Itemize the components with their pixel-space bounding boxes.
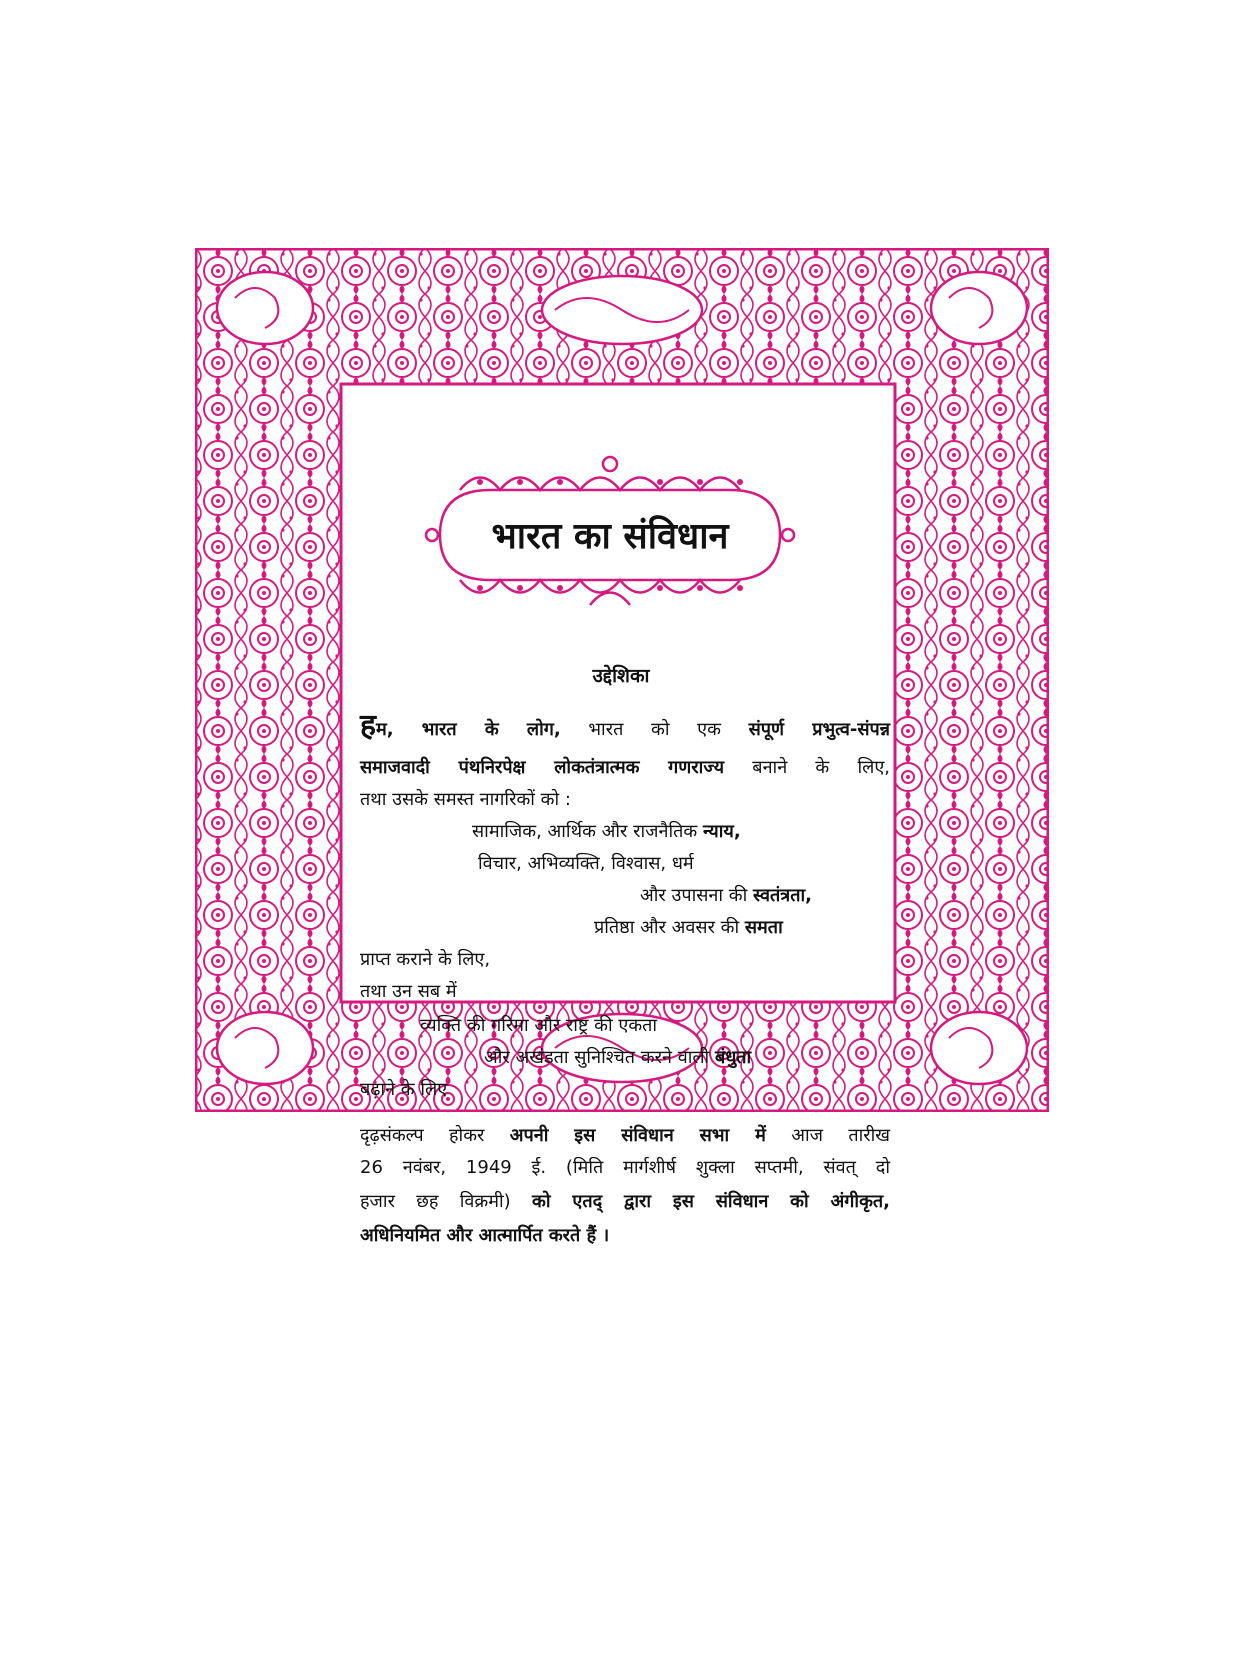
text-segment: और अखंडता सुनिश्चित करने वाली	[484, 1047, 715, 1068]
preamble-line-15	[360, 1190, 890, 1214]
text-segment: म, भारत के लोग,	[375, 719, 561, 740]
page-title: भारत का संविधान	[491, 516, 729, 557]
text-segment: बंधुता	[714, 1047, 752, 1068]
preamble-line-14: 26 नवंबर, 1949 ई. (मिति मार्गशीर्ष शुक्ला सप्तमी, संवत् दो	[360, 1157, 890, 1178]
text-segment: दृढ़संकल्प होकर	[360, 1125, 510, 1146]
preamble-line-11	[484, 1046, 751, 1070]
text-segment: संपूर्ण प्रभुत्व-संपन्न	[748, 719, 890, 740]
text-segment: हजार छह विक्रमी)	[360, 1191, 533, 1212]
text-segment: बनाने के लिए,	[724, 757, 890, 778]
preamble-line-16: अधिनियमित और आत्मार्पित करते हैं ।	[360, 1225, 610, 1246]
preamble-line-9: तथा उन सब में	[360, 981, 457, 1002]
preamble-line-12: बढ़ाने के लिए	[360, 1079, 448, 1100]
dropcap: ह	[360, 708, 376, 743]
preamble-line-10: व्यक्ति की गरिमा और राष्ट्र की एकता	[420, 1015, 658, 1036]
preamble-line-2	[360, 756, 890, 780]
text-segment: न्याय,	[702, 821, 741, 842]
preamble-line-8: प्राप्त कराने के लिए,	[360, 949, 491, 970]
preamble-line-13	[360, 1124, 890, 1148]
text-segment: समाजवादी पंथनिरपेक्ष लोकतंत्रात्मक गणराज्य	[360, 757, 725, 778]
text-segment: भारत को एक	[560, 719, 749, 740]
text-segment: और उपासना की	[640, 885, 753, 906]
preamble-line-1	[360, 708, 890, 743]
preamble-line-5: विचार, अभिव्यक्ति, विश्वास, धर्म	[478, 853, 694, 874]
text-segment: को एतद् द्वारा इस संविधान को अंगीकृत,	[532, 1191, 890, 1212]
text-segment: समता	[744, 917, 783, 938]
text-segment: स्वतंत्रता,	[753, 885, 812, 906]
preamble-line-3: तथा उसके समस्त नागरिकों को :	[360, 789, 571, 810]
text-segment: सामाजिक, आर्थिक और राजनैतिक	[472, 821, 703, 842]
text-segment: आज तारीख	[765, 1125, 890, 1146]
preamble-heading: उद्देशिका	[592, 665, 650, 687]
preamble-line-6	[640, 884, 812, 908]
text-segment: अपनी इस संविधान सभा में	[509, 1125, 766, 1146]
preamble-line-7	[594, 916, 783, 940]
text-segment: प्रतिष्ठा और अवसर की	[594, 917, 745, 938]
preamble-line-4	[472, 820, 741, 844]
